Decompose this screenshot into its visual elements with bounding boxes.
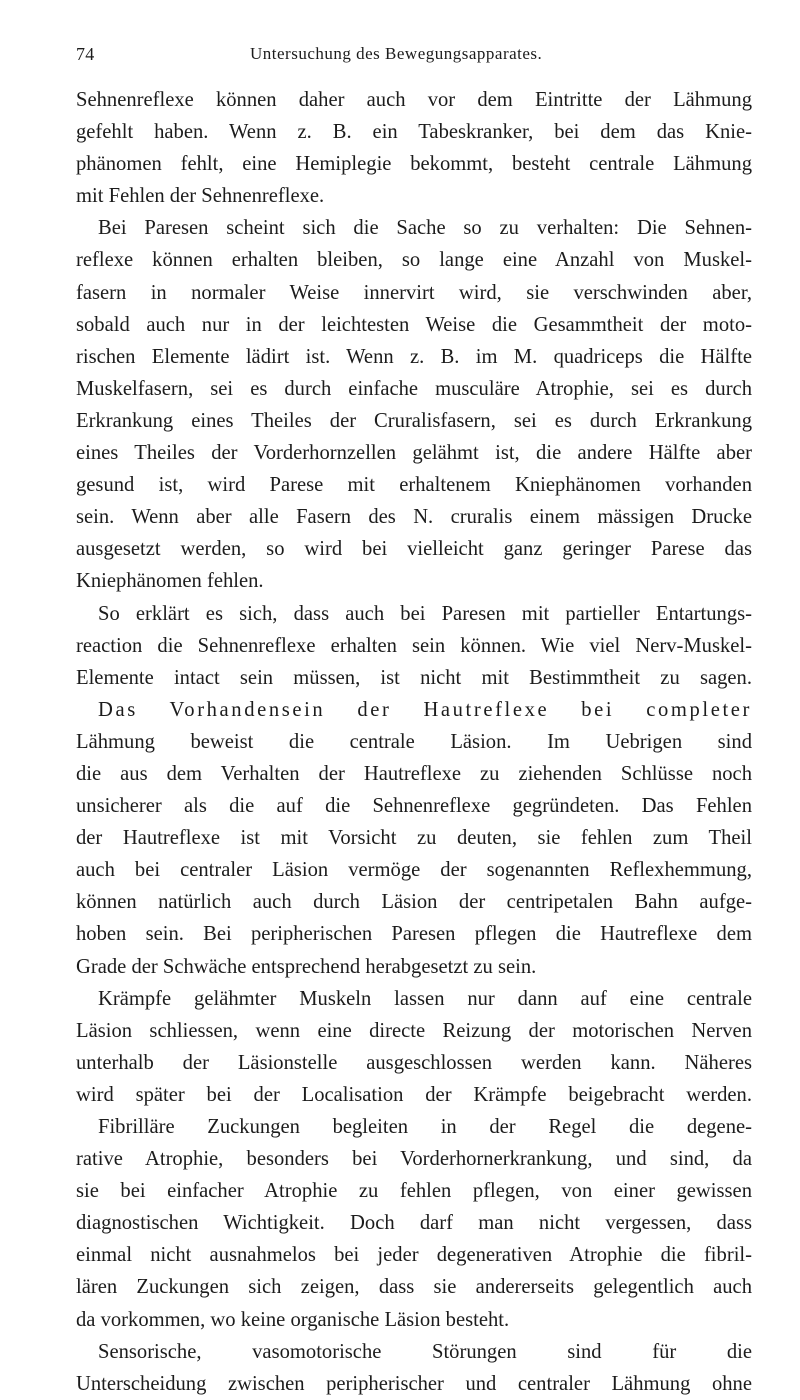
text-line: Das Vorhandensein der Hautreflexe bei completer (98, 698, 752, 721)
text-line: Muskelfasern, sei es durch einfache musculäre Atrophie, sei es durch (76, 377, 752, 400)
text-line: Elemente intact sein müssen, ist nicht mit Bestimmtheit zu sagen. (76, 666, 752, 689)
text-line: sobald auch nur in der leichtesten Weise die Gesammtheit der moto- (76, 313, 752, 336)
text-line: gesund ist, wird Parese mit erhaltenem Kniephänomen vorhanden (76, 474, 752, 497)
text-line: Läsion schliessen, wenn eine directe Reizung der motorischen Nerven (76, 1019, 752, 1042)
text-line: diagnostischen Wichtigkeit. Doch darf man nicht vergessen, dass (76, 1212, 752, 1235)
text-line: ausgesetzt werden, so wird bei vielleicht ganz geringer Parese das (76, 538, 752, 561)
running-head: Untersuchung des Bewegungsapparates. (250, 44, 543, 63)
text-line: Erkrankung eines Theiles der Cruralisfasern, sei es durch Erkrankung (76, 409, 752, 432)
text-line: rischen Elemente lädirt ist. Wenn z. B. im M. quadriceps die Hälfte (76, 345, 752, 368)
text-line: Fibrilläre Zuckungen begleiten in der Regel die degene- (98, 1116, 752, 1138)
text-line: sie bei einfacher Atrophie zu fehlen pflegen, von einer gewissen (76, 1180, 752, 1203)
text-line: auch bei centraler Läsion vermöge der sogenannten Reflexhemmung, (76, 859, 752, 882)
page-header (76, 36, 752, 66)
text-line: Kniephänomen fehlen. (76, 570, 264, 593)
text-line: gefehlt haben. Wenn z. B. ein Tabeskranker, bei dem das Knie- (76, 121, 752, 144)
text-line: Sehnenreflexe können daher auch vor dem Eintritte der Lähmung (76, 89, 752, 111)
text-line: unterhalb der Läsionstelle ausgeschlossen werden kann. Näheres (76, 1051, 752, 1074)
text-line: fasern in normaler Weise innervirt wird, sie verschwinden aber, (76, 281, 752, 304)
text-line: reaction die Sehnenreflexe erhalten sein können. Wie viel Nerv-Muskel- (76, 634, 752, 657)
text-line: Unterscheidung zwischen peripherischer und centraler Lähmung ohne (76, 1372, 752, 1395)
text-line: die aus dem Verhalten der Hautreflexe zu ziehenden Schlüsse noch (76, 762, 752, 785)
text-line: der Hautreflexe ist mit Vorsicht zu deuten, sie fehlen zum Theil (76, 827, 752, 850)
text-line: Krämpfe gelähmter Muskeln lassen nur dann auf eine centrale (98, 987, 752, 1010)
text-line: sein. Wenn aber alle Fasern des N. cruralis einem mässigen Drucke (76, 506, 752, 529)
text-line: phänomen fehlt, eine Hemiplegie bekommt, besteht centrale Lähmung (76, 153, 752, 176)
text-line: So erklärt es sich, dass auch bei Paresen mit partieller Entartungs- (98, 602, 752, 625)
text-line: eines Theiles der Vorderhornzellen gelähmt ist, die andere Hälfte aber (76, 442, 752, 465)
text-line: Grade der Schwäche entsprechend herabgesetzt zu sein. (76, 955, 537, 978)
text-line: Lähmung beweist die centrale Läsion. Im Uebrigen sind (76, 730, 752, 753)
book-page (76, 36, 752, 1400)
text-line: rative Atrophie, besonders bei Vorderhornerkrankung, und sind, da (76, 1148, 752, 1171)
body-text (76, 84, 752, 1400)
text-line: hoben sein. Bei peripherischen Paresen pflegen die Hautreflexe dem (76, 923, 752, 946)
text-line: können natürlich auch durch Läsion der centripetalen Bahn aufge- (76, 891, 752, 914)
text-line: Bei Paresen scheint sich die Sache so zu verhalten: Die Sehnen- (98, 217, 752, 240)
text-line: lären Zuckungen sich zeigen, dass sie andererseits gelegentlich auch (76, 1276, 752, 1299)
page-number: 74 (76, 44, 95, 64)
text-line: wird später bei der Localisation der Krämpfe beigebracht werden. (76, 1083, 752, 1106)
text-line: unsicherer als die auf die Sehnenreflexe gegründeten. Das Fehlen (76, 795, 752, 818)
text-line: mit Fehlen der Sehnenreflexe. (76, 185, 325, 208)
text-line: einmal nicht ausnahmelos bei jeder degenerativen Atrophie die fibril- (76, 1244, 752, 1267)
text-line: reflexe können erhalten bleiben, so lange eine Anzahl von Muskel- (76, 249, 752, 272)
text-line: Sensorische, vasomotorische Störungen sind für die (98, 1340, 752, 1363)
text-line: da vorkommen, wo keine organische Läsion besteht. (76, 1308, 510, 1331)
